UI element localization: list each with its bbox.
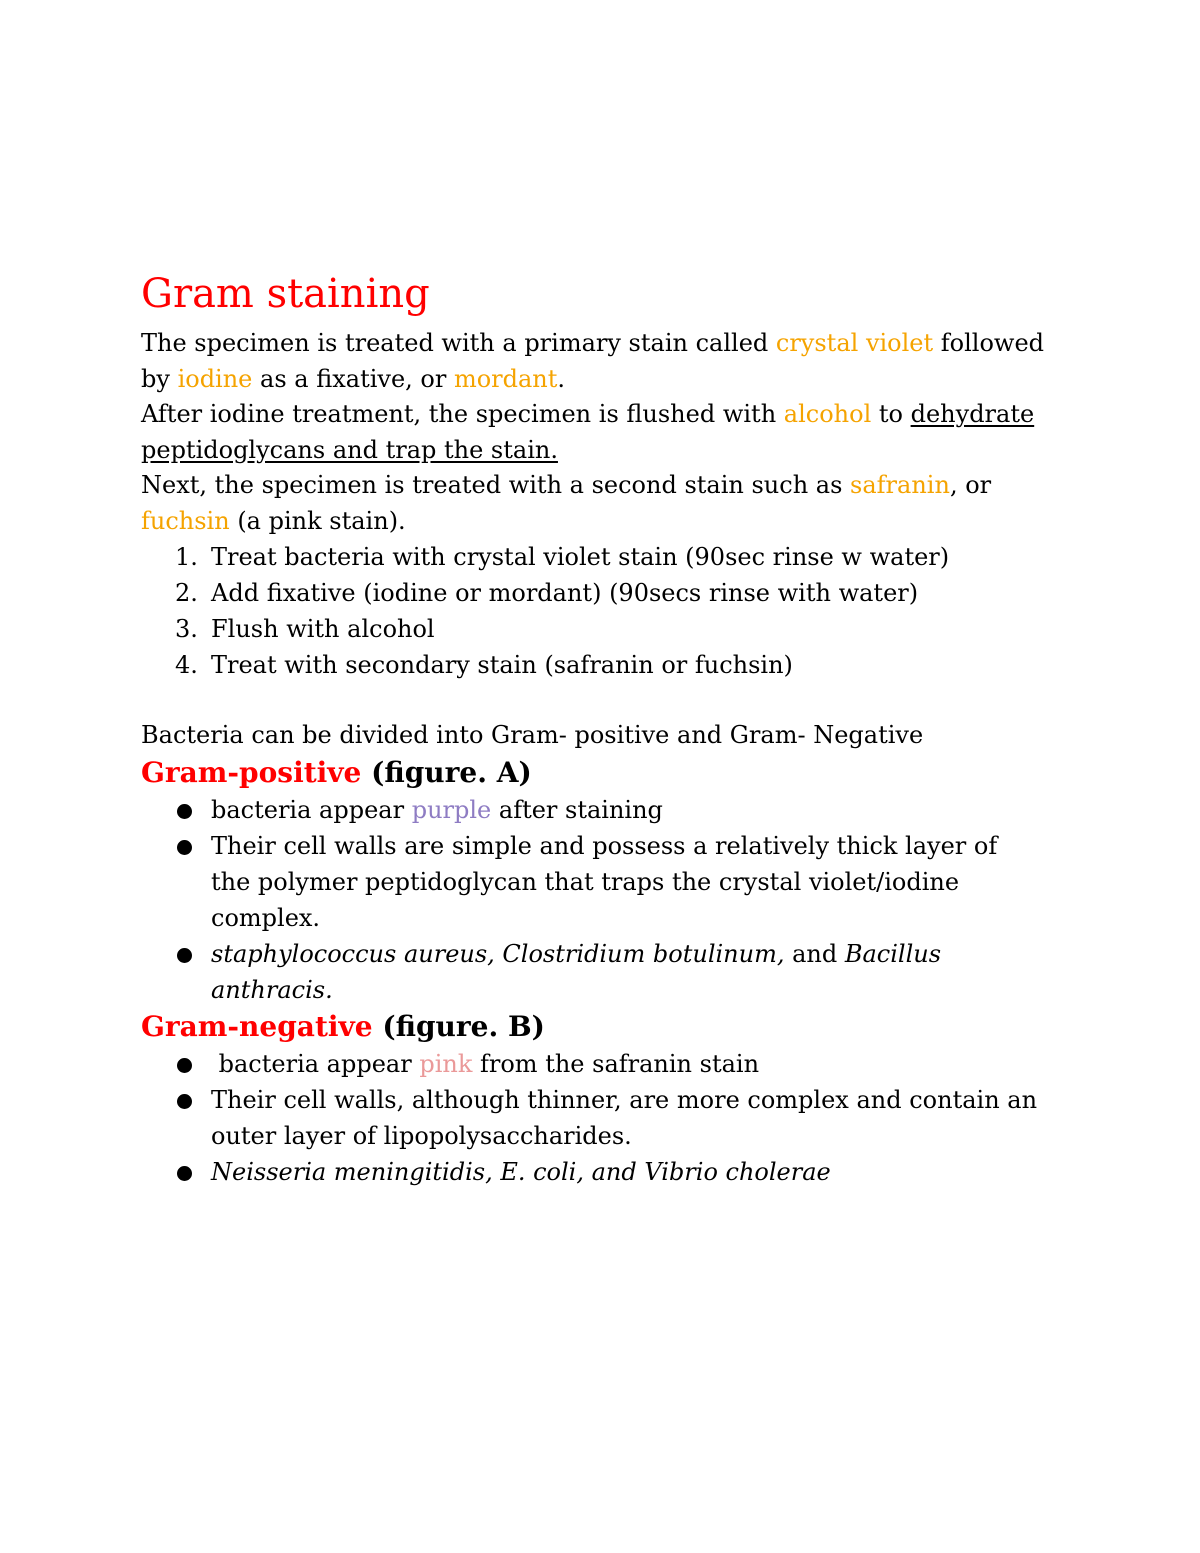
- step-text: Treat bacteria with crystal violet stain (90sec rinse w water): [211, 543, 950, 571]
- keyword-alcohol: alcohol: [783, 400, 872, 428]
- bullet-icon: [177, 948, 192, 963]
- divided-text: Bacteria can be divided into Gram- positive and Gram- Negative: [141, 721, 924, 749]
- intro-line: [141, 362, 1041, 398]
- list-number: 4.: [175, 651, 198, 679]
- text: bacteria appear: [211, 1049, 420, 1078]
- keyword-crystal-violet: crystal violet: [775, 329, 934, 357]
- list-item: [141, 575, 1041, 611]
- text: and: [784, 939, 845, 968]
- text: Their cell walls, although thinner, are more complex and contain an outer layer of lipopolysaccharides.: [211, 1085, 1038, 1150]
- bullet-icon: [177, 1058, 192, 1073]
- text: (a pink stain).: [229, 506, 406, 535]
- text: , or: [949, 471, 992, 499]
- species-names: staphylococcus aureus, Clostridium botulinum,: [211, 939, 785, 968]
- text: after staining: [491, 795, 663, 824]
- keyword-pink: pink: [419, 1049, 473, 1078]
- page-title: Gram staining: [141, 271, 430, 317]
- list-item: [141, 1154, 1041, 1190]
- list-item: [141, 611, 1041, 647]
- gram-negative-heading: [141, 1008, 1041, 1046]
- bullet-icon: [177, 1094, 192, 1109]
- keyword-mordant: mordant: [453, 364, 558, 393]
- keyword-fuchsin: fuchsin: [141, 506, 230, 535]
- text: The specimen is treated with a primary stain called: [141, 329, 776, 357]
- step-text: Treat with secondary stain (safranin or fuchsin): [211, 651, 793, 679]
- underlined-text: peptidoglycans and trap the stain.: [141, 435, 558, 464]
- list-number: 3.: [175, 615, 198, 643]
- keyword-purple: purple: [411, 795, 492, 824]
- intro-line: [141, 504, 1041, 540]
- heading-label: Gram-negative: [141, 1009, 373, 1043]
- text: followed: [933, 329, 1045, 357]
- intro-line: [141, 433, 1041, 469]
- intro-line: [141, 468, 1041, 504]
- step-text: Flush with alcohol: [211, 615, 435, 643]
- list-item: [141, 828, 1041, 936]
- text: bacteria appear: [211, 795, 412, 824]
- heading-label: Gram-positive: [141, 755, 362, 789]
- keyword-safranin: safranin: [850, 471, 950, 499]
- text: as a fixative, or: [252, 364, 454, 393]
- text: Next, the specimen is treated with a second stain such as: [141, 471, 851, 499]
- steps-list: [141, 539, 1041, 683]
- text: After iodine treatment, the specimen is flushed with: [141, 400, 784, 428]
- gram-positive-list: [141, 792, 1041, 1008]
- list-number: 2.: [175, 579, 198, 607]
- bullet-icon: [177, 840, 192, 855]
- list-item: [141, 936, 1041, 1008]
- list-item: [141, 1046, 1041, 1082]
- text: to: [871, 400, 911, 428]
- underlined-text: dehydrate: [910, 400, 1035, 428]
- text: from the safranin stain: [472, 1049, 760, 1078]
- spacer: [141, 683, 1041, 718]
- heading-suffix: (figure. A): [361, 755, 532, 789]
- text: .: [557, 364, 566, 393]
- gram-positive-heading: [141, 754, 1041, 792]
- intro-paragraph: [141, 326, 1045, 539]
- heading-suffix: (figure. B): [372, 1009, 545, 1043]
- document-content: [141, 268, 1045, 1190]
- bullet-icon: [177, 1166, 192, 1181]
- intro-line: [141, 397, 1041, 433]
- text: by: [141, 364, 178, 393]
- species-name: Bacillus anthracis.: [211, 939, 942, 1004]
- keyword-iodine: iodine: [177, 364, 253, 393]
- list-number: 1.: [175, 543, 198, 571]
- gram-negative-list: [141, 1046, 1041, 1190]
- list-item: [141, 539, 1041, 575]
- list-item: [141, 792, 1041, 828]
- species-names: Neisseria meningitidis, E. coli, and Vibrio cholerae: [211, 1157, 831, 1186]
- bullet-icon: [177, 804, 192, 819]
- list-item: [141, 647, 1041, 683]
- step-text: Add fixative (iodine or mordant) (90secs rinse with water): [211, 579, 919, 607]
- list-item: [141, 1082, 1041, 1154]
- text: Their cell walls are simple and possess a relatively thick layer of the polymer peptidoglycan that traps the crystal violet/iodine complex.: [211, 831, 998, 932]
- intro-line: [141, 326, 1045, 362]
